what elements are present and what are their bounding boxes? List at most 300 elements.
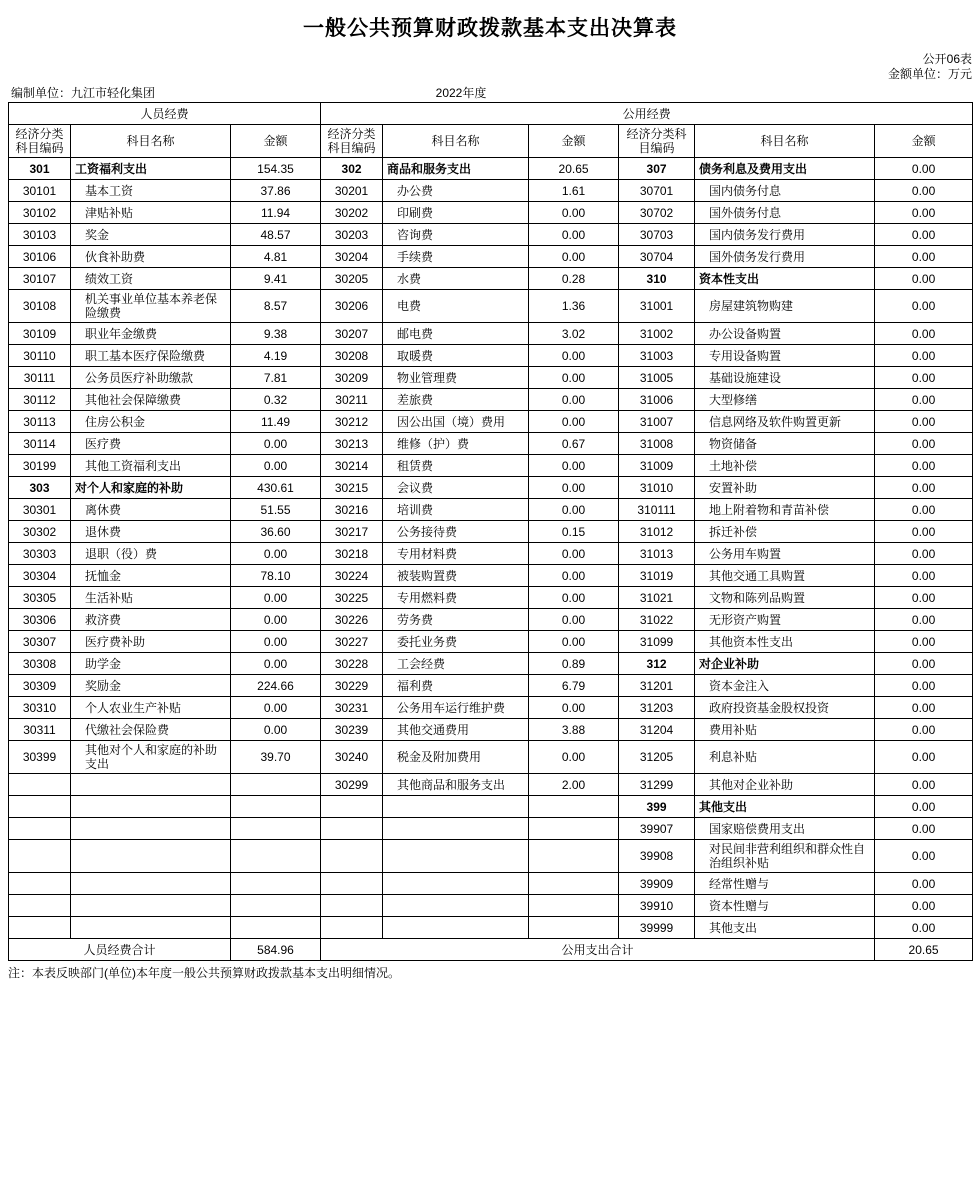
row-code-public-b: 31299 (619, 774, 695, 796)
row-amount-personnel (231, 873, 321, 895)
row-code-public-b: 31001 (619, 290, 695, 323)
row-code-personnel: 30109 (9, 323, 71, 345)
row-code-public-b: 31008 (619, 433, 695, 455)
header-code-3: 经济分类科目编码 (619, 125, 695, 158)
row-amount-personnel: 0.00 (231, 631, 321, 653)
row-name-personnel: 生活补贴 (71, 587, 231, 609)
row-code-public-a: 30217 (321, 521, 383, 543)
row-name-public-a: 差旅费 (383, 389, 529, 411)
row-code-public-b: 31007 (619, 411, 695, 433)
row-amount-public-a: 0.00 (529, 631, 619, 653)
row-name-public-a: 维修（护）费 (383, 433, 529, 455)
row-name-public-b: 对企业补助 (695, 653, 875, 675)
row-code-public-a: 30218 (321, 543, 383, 565)
row-amount-public-b: 0.00 (875, 796, 973, 818)
row-code-public-a: 30203 (321, 224, 383, 246)
row-code-public-b: 31205 (619, 741, 695, 774)
row-amount-public-a: 3.02 (529, 323, 619, 345)
row-amount-public-b: 0.00 (875, 565, 973, 587)
row-name-public-a: 物业管理费 (383, 367, 529, 389)
table-row (9, 180, 973, 202)
row-name-public-b: 办公设备购置 (695, 323, 875, 345)
row-code-public-a (321, 895, 383, 917)
row-code-public-a: 30201 (321, 180, 383, 202)
row-name-public-a: 租赁费 (383, 455, 529, 477)
row-amount-public-a (529, 818, 619, 840)
row-name-public-b: 其他对企业补助 (695, 774, 875, 796)
row-name-public-a (383, 917, 529, 939)
row-amount-public-b: 0.00 (875, 840, 973, 873)
row-name-personnel: 其他对个人和家庭的补助支出 (71, 741, 231, 774)
row-amount-public-a: 0.89 (529, 653, 619, 675)
row-code-public-b: 30704 (619, 246, 695, 268)
row-name-personnel: 基本工资 (71, 180, 231, 202)
row-name-public-a: 税金及附加费用 (383, 741, 529, 774)
row-name-public-a: 福利费 (383, 675, 529, 697)
row-amount-personnel: 0.00 (231, 543, 321, 565)
row-amount-public-b: 0.00 (875, 653, 973, 675)
table-row (9, 521, 973, 543)
row-amount-public-b: 0.00 (875, 895, 973, 917)
row-amount-public-b: 0.00 (875, 246, 973, 268)
row-amount-public-b: 0.00 (875, 697, 973, 719)
row-name-personnel: 其他社会保障缴费 (71, 389, 231, 411)
row-name-public-b: 房屋建筑物购建 (695, 290, 875, 323)
row-name-public-b: 专用设备购置 (695, 345, 875, 367)
row-name-public-a: 水费 (383, 268, 529, 290)
row-code-personnel: 30308 (9, 653, 71, 675)
row-name-public-b: 债务利息及费用支出 (695, 158, 875, 180)
row-name-personnel (71, 895, 231, 917)
row-code-personnel: 30311 (9, 719, 71, 741)
row-name-personnel (71, 873, 231, 895)
row-code-public-a: 30213 (321, 433, 383, 455)
row-code-personnel: 30305 (9, 587, 71, 609)
row-name-personnel: 住房公积金 (71, 411, 231, 433)
row-code-public-a (321, 873, 383, 895)
row-code-personnel: 30101 (9, 180, 71, 202)
row-name-public-a: 被装购置费 (383, 565, 529, 587)
row-name-public-b: 拆迁补偿 (695, 521, 875, 543)
row-code-personnel (9, 818, 71, 840)
row-amount-public-a: 0.00 (529, 741, 619, 774)
row-code-public-a: 30209 (321, 367, 383, 389)
row-name-personnel: 医疗费补助 (71, 631, 231, 653)
row-amount-personnel: 11.49 (231, 411, 321, 433)
row-code-personnel: 30110 (9, 345, 71, 367)
row-code-public-b: 310 (619, 268, 695, 290)
row-name-personnel (71, 840, 231, 873)
row-code-public-a: 30226 (321, 609, 383, 631)
table-row (9, 631, 973, 653)
row-name-public-b: 大型修缮 (695, 389, 875, 411)
row-code-personnel: 30112 (9, 389, 71, 411)
row-amount-public-b: 0.00 (875, 741, 973, 774)
table-row (9, 543, 973, 565)
row-code-public-b: 312 (619, 653, 695, 675)
row-amount-public-b: 0.00 (875, 719, 973, 741)
row-amount-public-b: 0.00 (875, 389, 973, 411)
row-code-personnel: 30106 (9, 246, 71, 268)
row-code-public-b: 31010 (619, 477, 695, 499)
row-code-public-b: 39910 (619, 895, 695, 917)
public-total-value: 20.65 (875, 939, 973, 961)
row-name-public-a: 手续费 (383, 246, 529, 268)
row-code-personnel: 30103 (9, 224, 71, 246)
row-amount-public-a: 3.88 (529, 719, 619, 741)
row-name-public-a: 其他商品和服务支出 (383, 774, 529, 796)
table-row (9, 873, 973, 895)
row-name-public-a: 会议费 (383, 477, 529, 499)
row-name-public-a: 印刷费 (383, 202, 529, 224)
row-name-public-a (383, 818, 529, 840)
row-code-personnel (9, 840, 71, 873)
row-name-public-a: 公务接待费 (383, 521, 529, 543)
row-amount-personnel (231, 796, 321, 818)
row-code-public-a (321, 818, 383, 840)
row-code-public-a: 30204 (321, 246, 383, 268)
row-amount-public-a: 1.61 (529, 180, 619, 202)
row-code-public-b: 31022 (619, 609, 695, 631)
row-amount-public-b: 0.00 (875, 202, 973, 224)
row-amount-public-b: 0.00 (875, 818, 973, 840)
row-name-public-a: 委托业务费 (383, 631, 529, 653)
row-name-public-b: 其他支出 (695, 796, 875, 818)
row-amount-public-a: 0.00 (529, 367, 619, 389)
row-amount-public-a: 0.15 (529, 521, 619, 543)
row-name-public-a: 其他交通费用 (383, 719, 529, 741)
row-name-public-b: 无形资产购置 (695, 609, 875, 631)
row-name-personnel: 职业年金缴费 (71, 323, 231, 345)
row-code-personnel: 30310 (9, 697, 71, 719)
row-name-public-b: 政府投资基金股权投资 (695, 697, 875, 719)
row-code-personnel: 30303 (9, 543, 71, 565)
row-amount-public-a: 0.00 (529, 587, 619, 609)
row-name-personnel: 离休费 (71, 499, 231, 521)
row-amount-public-a: 1.36 (529, 290, 619, 323)
row-amount-public-a: 0.00 (529, 543, 619, 565)
table-row (9, 719, 973, 741)
row-code-personnel: 30399 (9, 741, 71, 774)
table-row (9, 246, 973, 268)
row-code-public-a: 30225 (321, 587, 383, 609)
row-name-public-a: 电费 (383, 290, 529, 323)
row-amount-public-b: 0.00 (875, 158, 973, 180)
row-code-public-b: 39909 (619, 873, 695, 895)
row-code-personnel: 30108 (9, 290, 71, 323)
row-name-public-a: 咨询费 (383, 224, 529, 246)
header-name-3: 科目名称 (695, 125, 875, 158)
row-code-personnel (9, 895, 71, 917)
row-name-public-a (383, 873, 529, 895)
row-code-public-a: 30239 (321, 719, 383, 741)
row-amount-personnel: 0.00 (231, 455, 321, 477)
row-amount-public-a: 0.00 (529, 499, 619, 521)
row-name-public-a (383, 840, 529, 873)
row-code-public-a: 30212 (321, 411, 383, 433)
page-title: 一般公共预算财政拨款基本支出决算表 (303, 17, 677, 40)
row-code-personnel: 30302 (9, 521, 71, 543)
row-name-personnel: 医疗费 (71, 433, 231, 455)
row-name-public-b: 资本性支出 (695, 268, 875, 290)
row-code-public-b: 30703 (619, 224, 695, 246)
meta-row (8, 84, 972, 102)
row-name-public-a: 公务用车运行维护费 (383, 697, 529, 719)
row-name-public-a: 培训费 (383, 499, 529, 521)
row-amount-personnel: 154.35 (231, 158, 321, 180)
row-amount-public-b: 0.00 (875, 224, 973, 246)
table-row (9, 895, 973, 917)
row-code-public-b: 31204 (619, 719, 695, 741)
row-name-public-b: 其他交通工具购置 (695, 565, 875, 587)
row-code-personnel (9, 873, 71, 895)
row-code-public-b: 399 (619, 796, 695, 818)
row-name-personnel: 退休费 (71, 521, 231, 543)
row-name-personnel: 代缴社会保险费 (71, 719, 231, 741)
row-code-public-a: 30214 (321, 455, 383, 477)
row-amount-public-b: 0.00 (875, 499, 973, 521)
row-name-public-b: 国外债务付息 (695, 202, 875, 224)
public-no: 公开06表 (922, 52, 972, 66)
row-amount-public-b: 0.00 (875, 587, 973, 609)
meta-spacer (646, 84, 972, 102)
row-amount-personnel: 0.32 (231, 389, 321, 411)
row-amount-public-b: 0.00 (875, 917, 973, 939)
row-name-personnel (71, 818, 231, 840)
table-row (9, 741, 973, 774)
row-amount-public-b: 0.00 (875, 609, 973, 631)
row-amount-personnel: 48.57 (231, 224, 321, 246)
row-code-public-b: 31099 (619, 631, 695, 653)
row-code-public-a: 30205 (321, 268, 383, 290)
table-row (9, 202, 973, 224)
table-row (9, 675, 973, 697)
row-code-public-a (321, 840, 383, 873)
row-code-personnel: 30113 (9, 411, 71, 433)
row-name-personnel (71, 774, 231, 796)
table-row (9, 499, 973, 521)
table-row (9, 389, 973, 411)
table-row (9, 477, 973, 499)
row-amount-personnel: 0.00 (231, 719, 321, 741)
row-code-public-a: 30216 (321, 499, 383, 521)
row-code-public-a: 30211 (321, 389, 383, 411)
row-name-public-b: 物资储备 (695, 433, 875, 455)
row-amount-public-b: 0.00 (875, 367, 973, 389)
row-amount-public-b: 0.00 (875, 631, 973, 653)
row-code-public-b: 31006 (619, 389, 695, 411)
row-name-personnel: 个人农业生产补贴 (71, 697, 231, 719)
row-code-personnel: 30111 (9, 367, 71, 389)
header-name-2: 科目名称 (383, 125, 529, 158)
row-name-public-a: 工会经费 (383, 653, 529, 675)
row-code-public-a: 30227 (321, 631, 383, 653)
row-code-public-b: 307 (619, 158, 695, 180)
personnel-total-value: 584.96 (231, 939, 321, 961)
row-code-public-a: 30206 (321, 290, 383, 323)
row-code-public-a (321, 917, 383, 939)
row-code-personnel (9, 774, 71, 796)
row-code-public-b: 30701 (619, 180, 695, 202)
row-amount-public-b: 0.00 (875, 433, 973, 455)
totals-row (9, 939, 973, 961)
table-row (9, 290, 973, 323)
row-code-public-b: 39908 (619, 840, 695, 873)
row-name-public-a (383, 796, 529, 818)
row-amount-personnel: 224.66 (231, 675, 321, 697)
row-name-personnel: 奖励金 (71, 675, 231, 697)
row-name-public-a: 专用燃料费 (383, 587, 529, 609)
row-code-personnel: 30309 (9, 675, 71, 697)
row-code-public-b: 310111 (619, 499, 695, 521)
row-amount-public-a: 0.00 (529, 565, 619, 587)
row-name-public-a: 办公费 (383, 180, 529, 202)
row-amount-public-a: 0.00 (529, 455, 619, 477)
compiling-unit: 编制单位：九江市轻化集团 (11, 86, 156, 100)
row-amount-personnel: 36.60 (231, 521, 321, 543)
table-row (9, 323, 973, 345)
row-name-public-b: 费用补贴 (695, 719, 875, 741)
row-amount-public-a: 0.67 (529, 433, 619, 455)
row-code-public-b: 39999 (619, 917, 695, 939)
row-code-public-b: 31013 (619, 543, 695, 565)
row-amount-public-a: 0.00 (529, 345, 619, 367)
row-name-public-a: 劳务费 (383, 609, 529, 631)
table-row (9, 433, 973, 455)
footnote: 注：本表反映部门(单位)本年度一般公共预算财政拨款基本支出明细情况。 (8, 966, 400, 980)
row-amount-public-b: 0.00 (875, 268, 973, 290)
row-amount-public-a: 0.00 (529, 246, 619, 268)
row-name-public-b: 土地补偿 (695, 455, 875, 477)
table-row (9, 796, 973, 818)
row-amount-public-b: 0.00 (875, 411, 973, 433)
row-code-public-b: 30702 (619, 202, 695, 224)
row-code-personnel: 30307 (9, 631, 71, 653)
table-row (9, 587, 973, 609)
table-row (9, 224, 973, 246)
row-code-public-b: 31019 (619, 565, 695, 587)
row-amount-public-b: 0.00 (875, 323, 973, 345)
row-name-public-b: 经常性赠与 (695, 873, 875, 895)
row-code-personnel: 30306 (9, 609, 71, 631)
row-amount-personnel (231, 917, 321, 939)
row-code-public-a: 30229 (321, 675, 383, 697)
row-name-public-b: 对民间非营利组织和群众性自治组织补贴 (695, 840, 875, 873)
row-code-personnel: 30102 (9, 202, 71, 224)
row-amount-personnel: 39.70 (231, 741, 321, 774)
table-row (9, 653, 973, 675)
row-code-personnel (9, 796, 71, 818)
row-amount-personnel: 0.00 (231, 609, 321, 631)
header-amount-3: 金额 (875, 125, 973, 158)
row-amount-public-a: 0.00 (529, 389, 619, 411)
table-row (9, 917, 973, 939)
header-name-1: 科目名称 (71, 125, 231, 158)
table-row (9, 345, 973, 367)
group-public-label: 公用经费 (321, 103, 973, 125)
row-amount-personnel: 11.94 (231, 202, 321, 224)
row-amount-personnel (231, 895, 321, 917)
row-name-personnel: 救济费 (71, 609, 231, 631)
header-code-2: 经济分类科目编码 (321, 125, 383, 158)
row-code-public-a: 30207 (321, 323, 383, 345)
row-name-personnel: 对个人和家庭的补助 (71, 477, 231, 499)
row-name-personnel: 工资福利支出 (71, 158, 231, 180)
table-row (9, 840, 973, 873)
header-amount-1: 金额 (231, 125, 321, 158)
row-name-personnel: 公务员医疗补助缴款 (71, 367, 231, 389)
row-amount-public-b: 0.00 (875, 477, 973, 499)
row-name-personnel: 助学金 (71, 653, 231, 675)
row-amount-personnel (231, 818, 321, 840)
row-name-public-a: 取暖费 (383, 345, 529, 367)
row-amount-personnel: 51.55 (231, 499, 321, 521)
row-code-personnel: 30114 (9, 433, 71, 455)
row-name-public-b: 国外债务发行费用 (695, 246, 875, 268)
row-amount-public-b: 0.00 (875, 873, 973, 895)
table-row (9, 697, 973, 719)
row-name-public-b: 国内债务付息 (695, 180, 875, 202)
basic-expenditure-table (8, 102, 973, 961)
row-name-personnel (71, 917, 231, 939)
row-code-public-b: 31005 (619, 367, 695, 389)
group-personnel-label: 人员经费 (9, 103, 321, 125)
row-amount-personnel: 8.57 (231, 290, 321, 323)
row-amount-public-a: 0.28 (529, 268, 619, 290)
row-amount-public-b: 0.00 (875, 180, 973, 202)
row-code-public-b: 31009 (619, 455, 695, 477)
table-row (9, 565, 973, 587)
row-code-public-b: 31201 (619, 675, 695, 697)
row-name-public-b: 公务用车购置 (695, 543, 875, 565)
table-row (9, 367, 973, 389)
table-row (9, 268, 973, 290)
row-amount-public-b: 0.00 (875, 521, 973, 543)
row-amount-public-a: 0.00 (529, 411, 619, 433)
row-code-public-b: 31012 (619, 521, 695, 543)
amount-unit: 金额单位：万元 (887, 67, 972, 81)
row-name-public-b: 资本性赠与 (695, 895, 875, 917)
row-code-public-b: 31002 (619, 323, 695, 345)
row-name-public-b: 资本金注入 (695, 675, 875, 697)
row-amount-personnel: 4.81 (231, 246, 321, 268)
row-amount-personnel: 0.00 (231, 653, 321, 675)
row-amount-public-b: 0.00 (875, 675, 973, 697)
row-code-personnel (9, 917, 71, 939)
row-amount-public-b: 0.00 (875, 290, 973, 323)
row-amount-public-b: 0.00 (875, 774, 973, 796)
row-code-public-a: 30231 (321, 697, 383, 719)
row-code-public-a: 30202 (321, 202, 383, 224)
table-row (9, 455, 973, 477)
row-amount-public-a: 0.00 (529, 609, 619, 631)
row-code-public-b: 31203 (619, 697, 695, 719)
row-code-public-b: 31003 (619, 345, 695, 367)
row-name-public-b: 国内债务发行费用 (695, 224, 875, 246)
row-name-personnel: 退职（役）费 (71, 543, 231, 565)
row-code-public-a: 30208 (321, 345, 383, 367)
public-total-label: 公用支出合计 (321, 939, 875, 961)
row-name-personnel (71, 796, 231, 818)
row-amount-public-a: 0.00 (529, 224, 619, 246)
meta-public-no-block (8, 52, 972, 82)
row-amount-personnel: 4.19 (231, 345, 321, 367)
row-name-public-b: 其他资本性支出 (695, 631, 875, 653)
row-amount-personnel: 9.41 (231, 268, 321, 290)
row-code-public-a: 30215 (321, 477, 383, 499)
row-code-personnel: 30107 (9, 268, 71, 290)
row-name-personnel: 抚恤金 (71, 565, 231, 587)
